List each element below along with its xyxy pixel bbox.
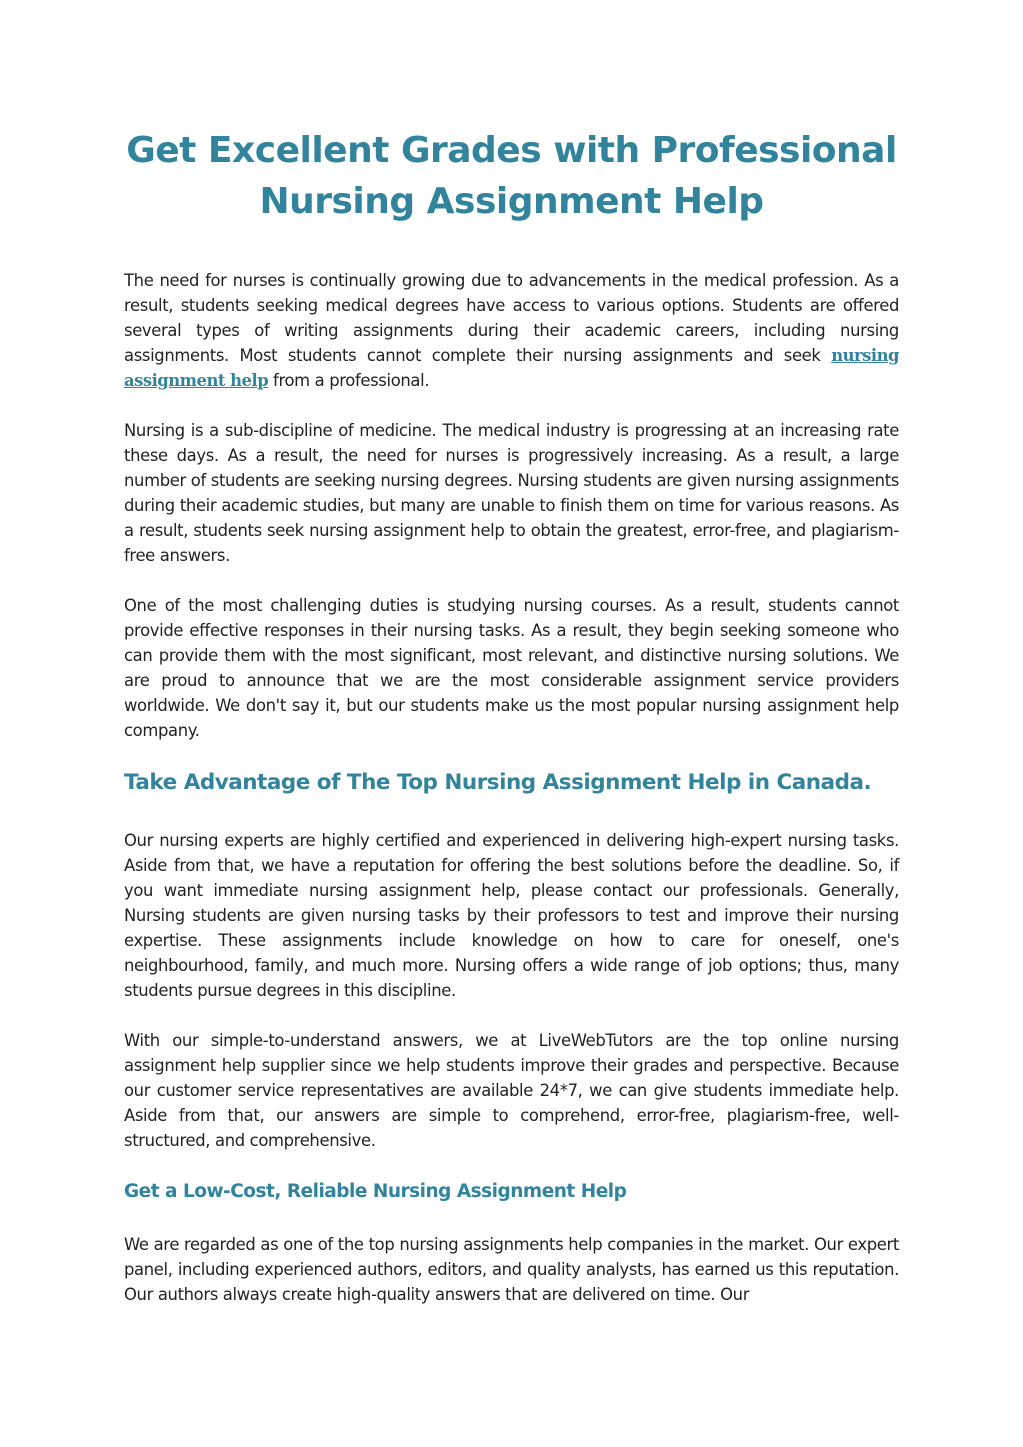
paragraph-nursing-experts: Our nursing experts are highly certified and experienced in delivering high-expert nursing tasks. Aside from that, we have a reputation for offering the best solutions before the deadline. So, if you want immediate nursing assignment help, please contact our professionals. Generally, Nursing students are given nursing tasks by their professors to test and improve their nursing expertise. These assignments include knowledge on how to care for oneself, one's neighbourhood, family, and much more. Nursing offers a wide range of job options; thus, many students pursue degrees in this discipline.	[124, 831, 899, 1000]
paragraph-livewebtutors: With our simple-to-understand answers, we at LiveWebTutors are the top online nursing assignment help supplier since we help students improve their grades and perspective. Because our customer service representatives are available 24*7, we can give students immediate help. Aside from that, our answers are simple to comprehend, error-free, plagiarism-free, well-structured, and comprehensive.	[124, 1031, 899, 1150]
paragraph-challenging-duties: One of the most challenging duties is studying nursing courses. As a result, students cannot provide effective responses in their nursing tasks. As a result, they begin seeking someone who can provide them with the most significant, most relevant, and distinctive nursing solutions. We are proud to announce that we are the most considerable assignment service providers worldwide. We don't say it, but our students make us the most popular nursing assignment help company.	[124, 596, 899, 740]
nursing-assignment-help-link[interactable]: nursing assignment help	[124, 346, 899, 390]
paragraph-sub-discipline: Nursing is a sub-discipline of medicine. The medical industry is progressing at an increasing rate these days. As a result, the need for nurses is progressively increasing. As a result, a large number of students are seeking nursing degrees. Nursing students are given nursing assignments during their academic studies, but many are unable to finish them on time for various reasons. As a result, students seek nursing assignment help to obtain the greatest, error-free, and plagiarism-free answers.	[124, 421, 899, 565]
heading-low-cost-help: Get a Low-Cost, Reliable Nursing Assignment Help	[124, 1181, 627, 1202]
paragraph-intro	[124, 268, 899, 393]
paragraph-top-companies: We are regarded as one of the top nursing assignments help companies in the market. Our expert panel, including experienced authors, editors, and quality analysts, has earned us this reputation. Our authors always create high-quality answers that are delivered on time. Our	[124, 1235, 899, 1304]
document-page	[124, 125, 899, 1307]
heading-top-nursing-help-canada: Take Advantage of The Top Nursing Assignment Help in Canada.	[124, 770, 872, 795]
paragraph-intro-text: The need for nurses is continually growing due to advancements in the medical profession. As a result, students seeking medical degrees have access to various options. Students are offered several types of writing assignments during their academic careers, including nursing assignments. Most students cannot complete their nursing assignments and seek	[124, 271, 899, 365]
document-title: Get Excellent Grades with Professional Nursing Assignment Help	[126, 130, 897, 222]
paragraph-intro-tail: from a professional.	[268, 371, 430, 390]
